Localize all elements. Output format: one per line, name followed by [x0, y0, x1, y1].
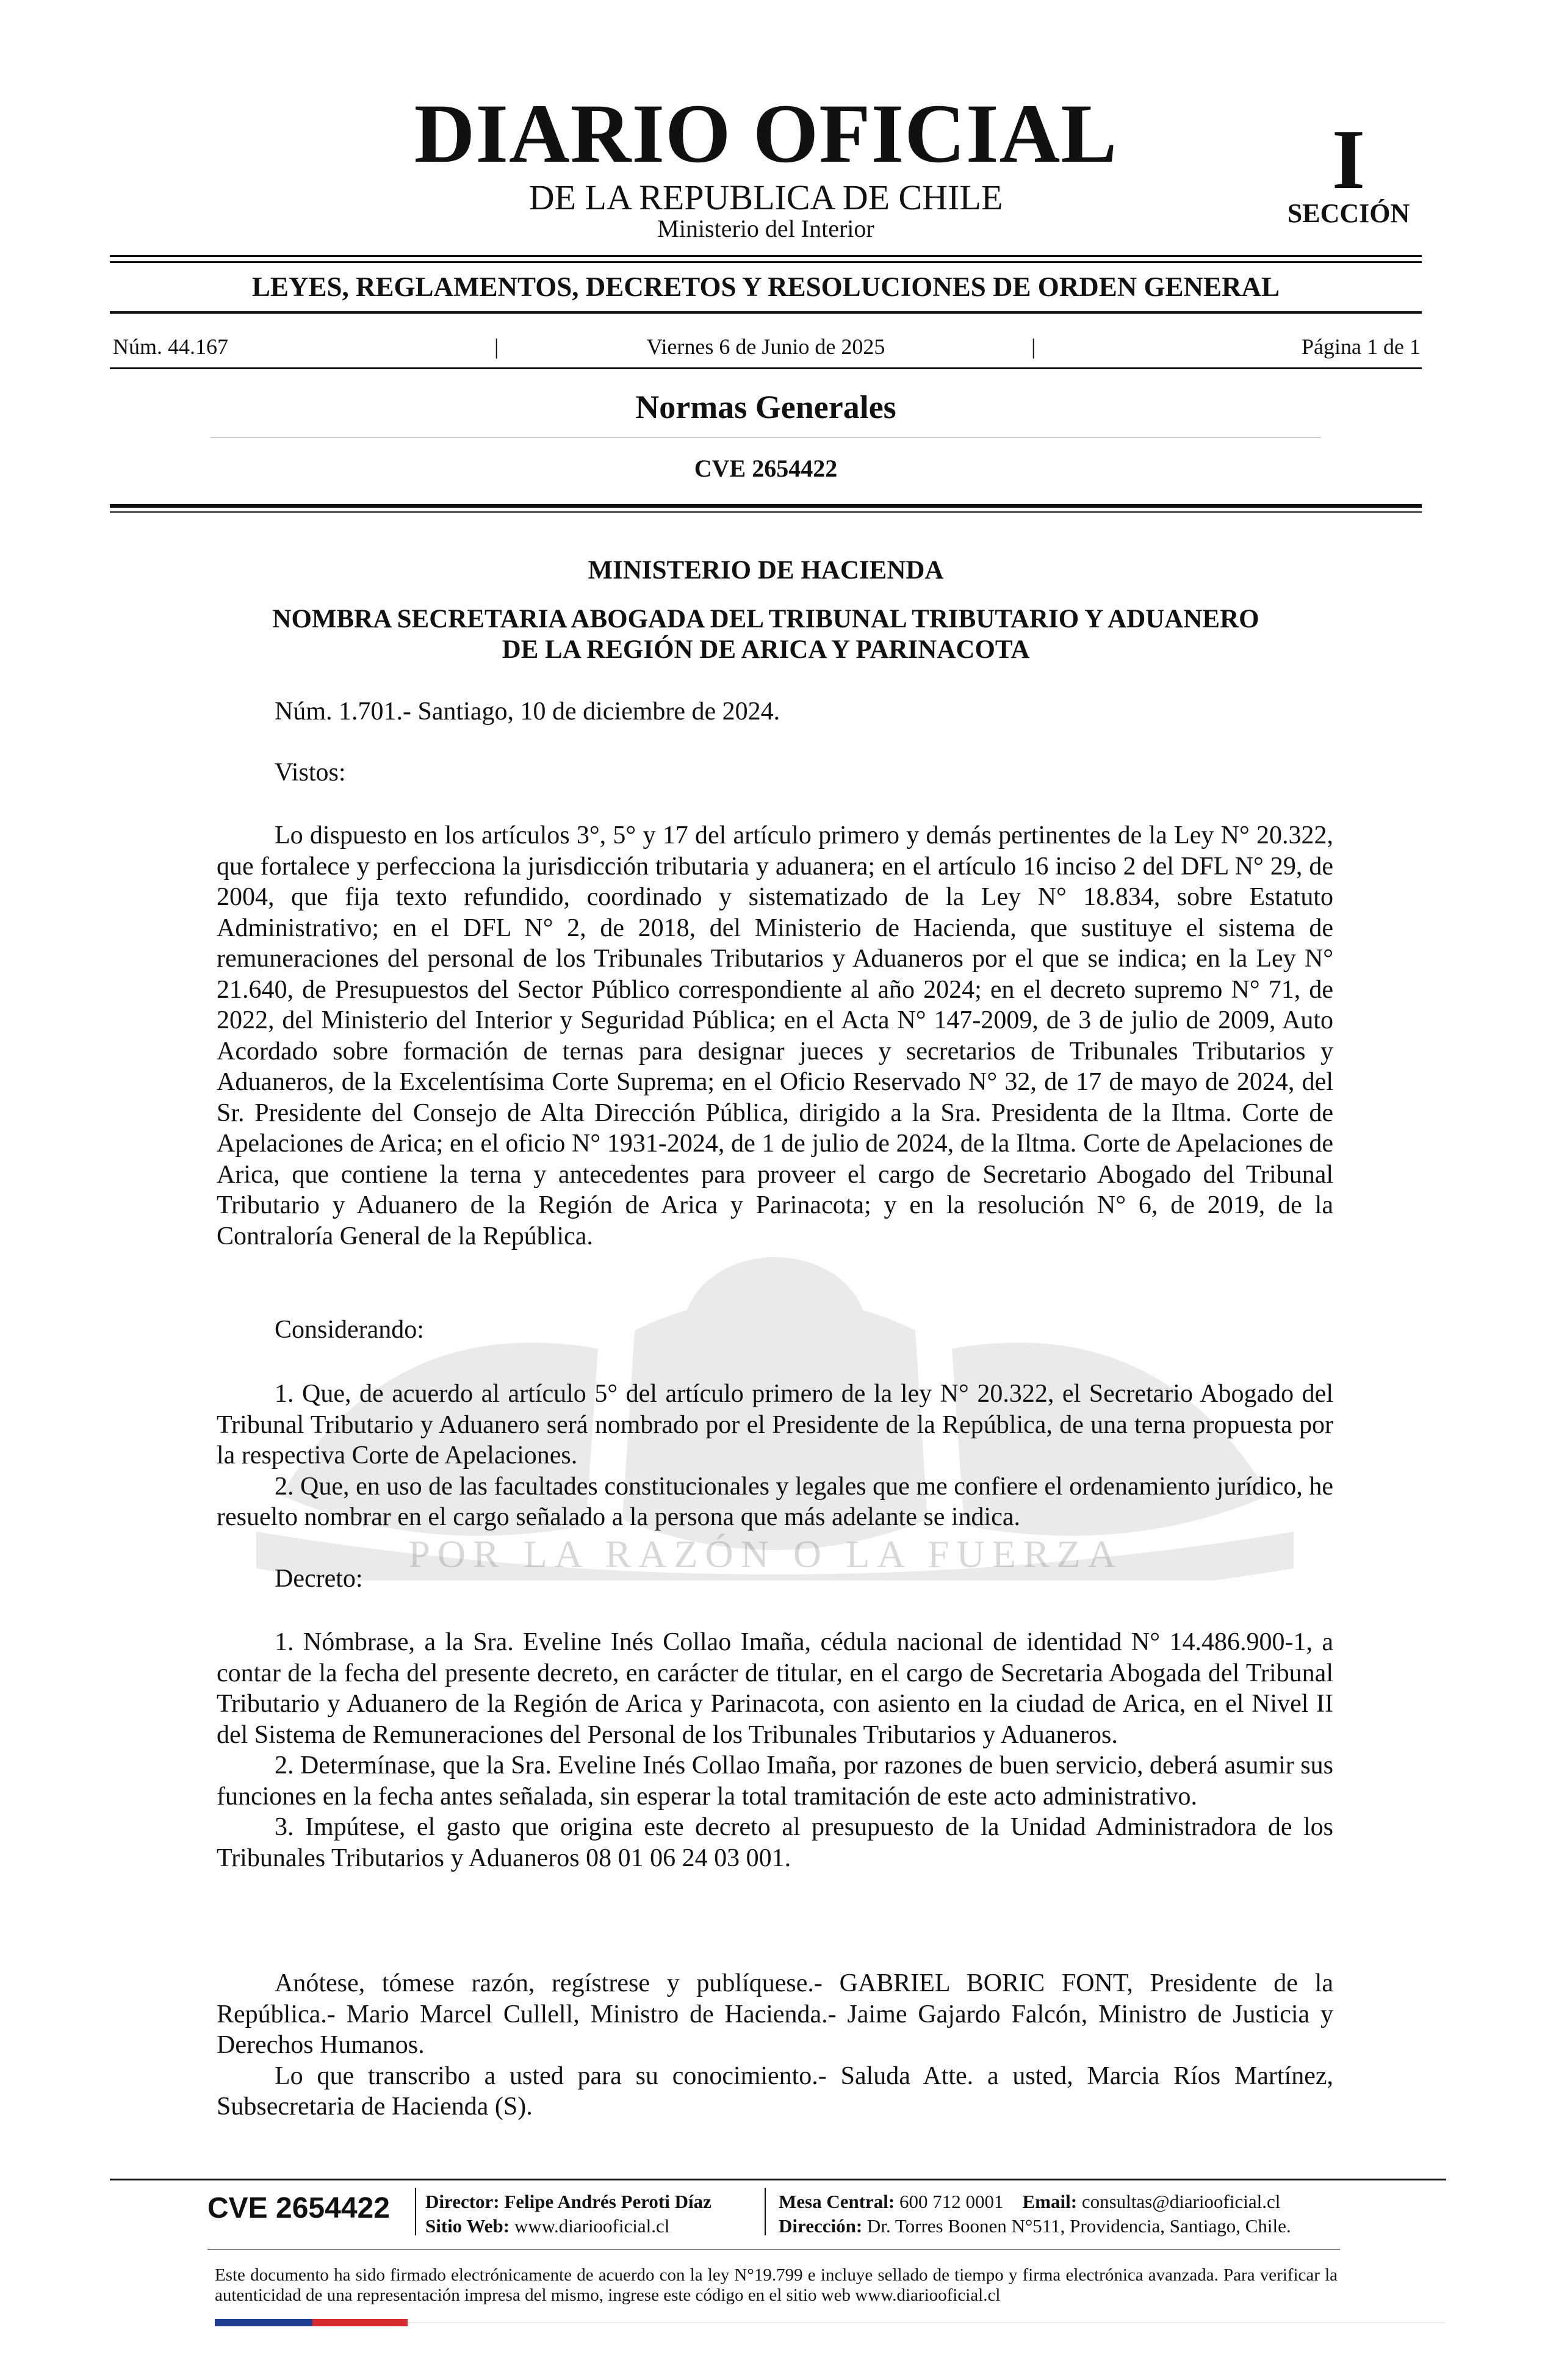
decree-title	[201, 604, 1330, 665]
phone-value: 600 712 0001	[899, 2191, 1004, 2212]
email-label: Email:	[1022, 2191, 1078, 2212]
footer-rule-2	[207, 2249, 1340, 2250]
newspaper-ministry: Ministerio del Interior	[657, 215, 874, 242]
issuing-ministry: MINISTERIO DE HACIENDA	[588, 556, 944, 585]
issue-separator: |	[494, 334, 499, 359]
cve-code: CVE 2654422	[694, 455, 838, 482]
footer-website	[425, 2216, 669, 2235]
newspaper-title: DIARIO OFICIAL	[414, 87, 1118, 180]
newspaper-subtitle: DE LA REPUBLICA DE CHILE	[528, 178, 1003, 217]
address-value: Dr. Torres Boonen N°511, Providencia, Santiago, Chile.	[866, 2215, 1291, 2237]
masthead-rule-thin-2	[110, 261, 1422, 263]
banner-rule	[110, 311, 1422, 314]
decree-title-line: NOMBRA SECRETARIA ABOGADA DEL TRIBUNAL TRIBUTARIO Y ADUANERO	[272, 605, 1259, 633]
section-label: SECCIÓN	[1287, 198, 1410, 228]
footer-phone-email	[779, 2192, 1280, 2211]
decree-title-line: DE LA REGIÓN DE ARICA Y PARINACOTA	[502, 635, 1030, 664]
flag-stripe-red	[312, 2319, 408, 2326]
considerando-heading: Considerando:	[275, 1316, 424, 1344]
decreto-item: 2. Determínase, que la Sra. Eveline Inés Collao Imaña, por razones de buen servicio, deberá asumir sus funciones en la fecha antes señalada, sin esperar la total tramitación de este acto administrativo.	[217, 1751, 1333, 1811]
website-label: Sitio Web:	[425, 2215, 510, 2237]
phone-label: Mesa Central:	[779, 2191, 895, 2212]
decreto-item: 1. Nómbrase, a la Sra. Eveline Inés Collao Imaña, cédula nacional de identidad N° 14.486.900-1, a contar de la fecha del presente decreto, en carácter de titular, en el cargo de Secretaria Abogada del Tribunal Tributario y Aduanero de la Región de Arica y Parinacota, con asiento en la ciudad de Arica, en el Nivel II del Sistema de Remuneraciones del Personal de los Tribunales Tributarios y Aduaneros.	[217, 1628, 1333, 1749]
signature-paragraph: Anótese, tómese razón, regístrese y publíquese.- GABRIEL BORIC FONT, Presidente de la República.- Mario Marcel Cullell, Ministro de Hacienda.- Jaime Gajardo Falcón, Ministro de Justicia y Derechos Humanos.	[217, 1969, 1333, 2059]
norm-divider	[211, 437, 1321, 438]
footer-separator	[415, 2188, 416, 2235]
vistos-paragraph	[217, 820, 1333, 1252]
section-number: I	[1331, 112, 1366, 207]
decreto-heading: Decreto:	[275, 1565, 363, 1593]
flag-stripe-blue	[215, 2319, 312, 2326]
email-link[interactable]: consultas@diariooficial.cl	[1081, 2191, 1281, 2212]
section-banner: LEYES, REGLAMENTOS, DECRETOS Y RESOLUCIONES DE ORDEN GENERAL	[251, 272, 1280, 302]
website-link[interactable]: www.diariooficial.cl	[514, 2215, 670, 2237]
footer-director	[425, 2192, 711, 2211]
director-label: Director:	[425, 2191, 500, 2212]
header-bottom-rule	[110, 504, 1422, 508]
legal-notice: Este documento ha sido firmado electrónicamente de acuerdo con la ley N°19.799 e incluye sellado de tiempo y firma electrónica avanzada. Para verificar la autenticidad de una representación impresa del mismo, ingrese este código en el sitio web www.diariooficial.cl	[215, 2265, 1338, 2305]
watermark-motto: POR LA RAZÓN O LA FUERZA	[408, 1532, 1123, 1576]
address-label: Dirección:	[779, 2215, 863, 2237]
decreto-section	[217, 1627, 1333, 1873]
header-bottom-rule-2	[110, 511, 1422, 513]
norm-type-heading: Normas Generales	[635, 389, 896, 425]
issue-rule	[110, 367, 1422, 369]
page-count: Página 1 de 1	[1302, 334, 1421, 359]
vistos-heading: Vistos:	[275, 759, 346, 787]
footer-address	[779, 2216, 1291, 2235]
considerando-item: 2. Que, en uso de las facultades constitucionales y legales que me confiere el ordenamiento jurídico, he resuelto nombrar en el cargo señalado a la persona que más adelante se indica.	[217, 1472, 1333, 1531]
decreto-item: 3. Impútese, el gasto que origina este decreto al presupuesto de la Unidad Administradora de los Tribunales Tributarios y Aduaneros 08 01 06 24 03 001.	[217, 1813, 1333, 1872]
decree-number-date: Núm. 1.701.- Santiago, 10 de diciembre de 2024.	[275, 698, 780, 726]
footer-rule	[110, 2179, 1446, 2180]
director-name: Felipe Andrés Peroti Díaz	[504, 2191, 711, 2212]
masthead-rule-thin	[110, 255, 1422, 257]
footer-separator	[765, 2188, 766, 2235]
vistos-text: Lo dispuesto en los artículos 3°, 5° y 17 del artículo primero y demás pertinentes de la Ley N° 20.322, que fortalece y perfecciona la jurisdicción tributaria y aduanera; en el artículo 16 inciso 2 del DFL N° 29, de 2004, que fija texto refundido, coordinado y sistematizado de la Ley N° 18.834, sobre Estatuto Administrativo; en el DFL N° 2, de 2018, del Ministerio de Hacienda, que sustituye el sistema de remuneraciones del personal de los Tribunales Tributarios y Aduaneros por el que se indica; en la Ley N° 21.640, de Presupuestos del Sector Público correspondiente al año 2024; en el decreto supremo N° 71, de 2022, del Ministerio del Interior y Seguridad Pública; en el Acta N° 147-2009, de 3 de julio de 2009, Auto Acordado sobre formación de ternas para designar jueces y secretarios de Tribunales Tributarios y Aduaneros, de la Excelentísima Corte Suprema; en el Oficio Reservado N° 32, de 17 de mayo de 2024, del Sr. Presidente del Consejo de Alta Dirección Pública, dirigido a la Sra. Presidenta de la Iltma. Corte de Apelaciones de Arica; en el oficio N° 1931-2024, de 1 de julio de 2024, de la Iltma. Corte de Apelaciones de Arica, que contiene la terna y antecedentes para proveer el cargo de Secretario Abogado del Tribunal Tributario y Aduanero de la Región de Arica y Parinacota; y en la resolución N° 6, de 2019, de la Contraloría General de la República.	[217, 821, 1333, 1250]
closing-section	[217, 1968, 1333, 2122]
considerando-section	[217, 1379, 1333, 1533]
considerando-item: 1. Que, de acuerdo al artículo 5° del artículo primero de la ley N° 20.322, el Secretario Abogado del Tribunal Tributario y Aduanero será nombrado por el Presidente de la República, de una terna propuesta por la respectiva Corte de Apelaciones.	[217, 1380, 1333, 1469]
issue-separator: |	[1031, 334, 1036, 359]
issue-date: Viernes 6 de Junio de 2025	[646, 334, 885, 359]
issue-number: Núm. 44.167	[113, 334, 228, 359]
transcription-paragraph: Lo que transcribo a usted para su conocimiento.- Saluda Atte. a usted, Marcia Ríos Martínez, Subsecretaria de Hacienda (S).	[217, 2061, 1333, 2121]
footer-cve-code: CVE 2654422	[207, 2192, 390, 2224]
